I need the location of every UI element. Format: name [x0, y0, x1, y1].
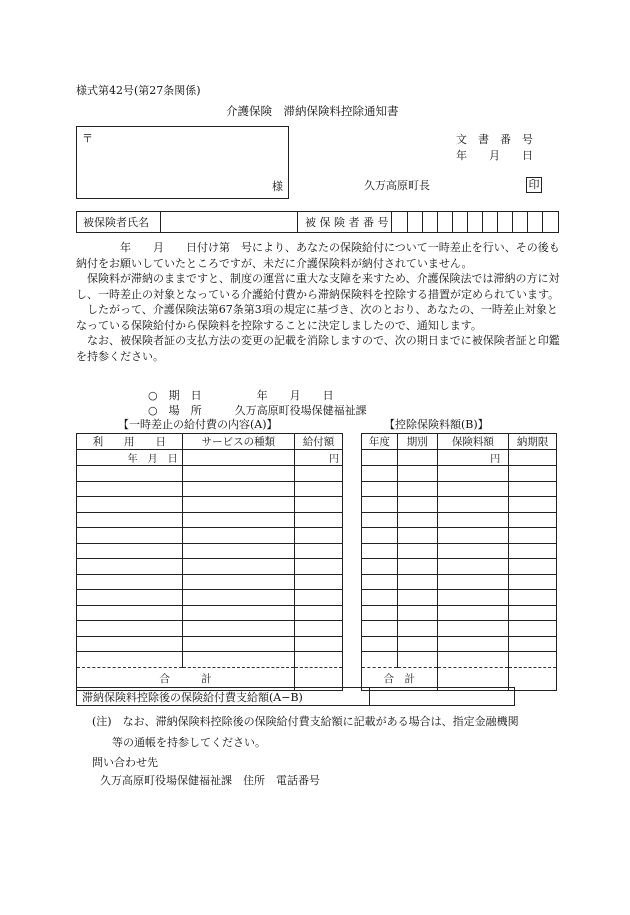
table-row — [77, 590, 343, 606]
number-cell — [497, 212, 498, 232]
table-row — [362, 652, 557, 668]
table-row — [77, 543, 343, 559]
header-benefit-amount: 給付額 — [295, 434, 343, 450]
number-cell — [452, 212, 453, 232]
header-due-date: 納期限 — [509, 434, 557, 450]
table-row — [362, 590, 557, 606]
unit-cell — [397, 450, 437, 466]
divider — [160, 212, 161, 232]
table-row — [77, 574, 343, 590]
payment-amount-row — [76, 687, 515, 706]
body-paragraph-4: なお、被保険者証の支払方法の変更の記載を消除しますので、次の期日までに被保険者証と印鑑を持参ください。 — [76, 334, 560, 363]
benefit-table — [76, 433, 343, 691]
unit-service — [182, 450, 295, 466]
number-cell — [542, 212, 543, 232]
left-table-caption: 【一時差止の給付費の内容(A)】 — [118, 418, 278, 431]
number-cell — [512, 212, 513, 232]
table-row — [362, 621, 557, 637]
table-row — [77, 512, 343, 528]
header-service-type: サービスの種類 — [182, 434, 295, 450]
form-number: 様式第42号(第27条関係) — [76, 84, 201, 97]
table-row — [362, 574, 557, 590]
table-row — [77, 497, 343, 513]
table-row — [362, 528, 557, 544]
table-row — [362, 636, 557, 652]
payment-amount-label: 滞納保険料控除後の保険給付費支給額(A−B) — [82, 691, 303, 704]
right-table-caption: 【控除保険料額(B)】 — [384, 418, 489, 431]
insured-name-label: 被保険者氏名 — [83, 216, 149, 229]
number-cell — [482, 212, 483, 232]
total-label: 合 計 — [77, 667, 295, 690]
insured-row — [76, 211, 559, 233]
table-row — [77, 481, 343, 497]
body-paragraph-3: したがって、介護保険法第67条第3項の規定に基づき、次のとおり、あなたの、一時差止対象となっている保険給付から保険料を控除することに決定しましたので、通知します。 — [76, 303, 558, 332]
contact-label: 問い合わせ先 — [92, 756, 158, 769]
header-usage-date: 利 用 日 — [77, 434, 183, 450]
divider — [297, 212, 298, 232]
seal-mark: 印 — [526, 177, 542, 193]
document-title: 介護保険 滞納保険料控除通知書 — [226, 104, 399, 118]
unit-cell — [509, 450, 557, 466]
divider — [369, 688, 370, 705]
issuer-name: 久万高原町長 — [364, 179, 430, 192]
appointment-place: ○ 場 所 久万高原町役場保健福祉課 — [148, 404, 367, 417]
number-cell — [407, 212, 408, 232]
postal-mark: 〒 — [82, 132, 93, 145]
divider — [391, 212, 392, 232]
table-row — [77, 605, 343, 621]
header-premium-amount: 保険料額 — [437, 434, 509, 450]
table-row — [77, 652, 343, 668]
table-row — [77, 466, 343, 482]
table-row — [362, 497, 557, 513]
unit-cell — [362, 450, 398, 466]
header-fiscal-year: 年度 — [362, 434, 398, 450]
address-box — [76, 126, 289, 199]
insured-number-label: 被 保 険 者 番 号 — [305, 216, 389, 229]
unit-date: 年 月 日 — [77, 450, 183, 466]
table-row — [362, 512, 557, 528]
number-cell — [422, 212, 423, 232]
unit-yen: 円 — [437, 450, 509, 466]
table-row — [362, 543, 557, 559]
number-cell — [467, 212, 468, 232]
table-row — [362, 481, 557, 497]
table-row — [362, 605, 557, 621]
note-line-2: 等の通帳を持参してください。 — [112, 736, 266, 749]
body-paragraph-1: 年 月 日付け第 号により、あなたの保険給付について一時差止を行い、その後も納付をお願いしていたところですが、未だに介護保険料が納付されていません。 — [76, 241, 560, 270]
table-row — [77, 636, 343, 652]
doc-date-label: 年 月 日 — [456, 149, 533, 162]
table-row — [362, 559, 557, 575]
table-row — [77, 621, 343, 637]
number-cell — [437, 212, 438, 232]
appointment-date: ○ 期 日 年 月 日 — [148, 389, 334, 402]
unit-yen: 円 — [295, 450, 343, 466]
table-row — [362, 466, 557, 482]
body-text — [76, 240, 560, 364]
body-paragraph-2: 保険料が滞納のままですと、制度の運営に重大な支障を来すため、介護保険法では滞納の方に対し、一時差止の対象となっている介護給付費から滞納保険料を控除する措置が定められています。 — [76, 272, 560, 301]
total-label: 合 計 — [362, 667, 438, 690]
contact-detail: 久万高原町役場保健福祉課 住所 電話番号 — [100, 774, 320, 787]
header-period: 期別 — [397, 434, 437, 450]
table-row — [77, 528, 343, 544]
honorific-sama: 様 — [272, 180, 283, 193]
note-line-1: (注) なお、滞納保険料控除後の保険給付費支給額に記載がある場合は、指定金融機関 — [92, 715, 519, 728]
table-row — [77, 559, 343, 575]
number-cell — [527, 212, 528, 232]
doc-number-label: 文 書 番 号 — [456, 133, 533, 146]
deduction-table — [361, 433, 557, 691]
